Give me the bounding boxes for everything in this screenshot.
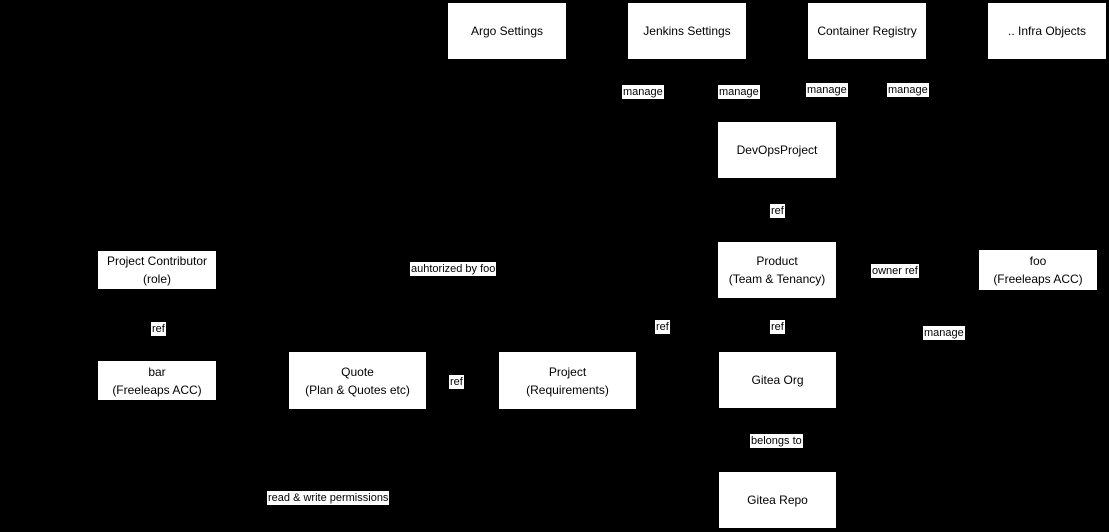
node-label: Container Registry [817, 24, 917, 38]
node-label: Gitea Repo [747, 493, 808, 507]
node-bar-account [97, 360, 217, 401]
node-label-line2: (Requirements) [526, 382, 609, 397]
edge-label-read-write-permissions: read & write permissions [268, 492, 389, 504]
node-quote [288, 351, 427, 410]
node-gitea-repo [718, 471, 837, 529]
node-jenkins-settings [627, 2, 747, 60]
node-label-line1: Quote [341, 364, 374, 379]
node-label-line1: bar [148, 364, 166, 379]
node-label-line1: Project [548, 364, 587, 379]
edge-label-ref-product-below: ref [771, 321, 784, 333]
node-project [498, 351, 637, 410]
node-label-line2: (Team & Tenancy) [728, 272, 826, 286]
edge-label-manage-infra: manage [888, 84, 928, 96]
edge-label-authorized-by-foo: auhtorized by foo [411, 263, 496, 275]
edge-label-manage-argo: manage [623, 86, 663, 98]
edge-label-ref-contributor-bar: ref [152, 323, 165, 335]
edge-label-ref-quote-project: ref [450, 376, 463, 388]
node-container-registry [807, 2, 927, 60]
node-project-contributor [97, 250, 217, 290]
edge-label-manage-foo: manage [924, 327, 964, 339]
node-gitea-org [718, 351, 837, 409]
node-label: DevOpsProject [736, 143, 818, 157]
edge-label-belongs-to: belongs to [751, 435, 802, 447]
node-label: Jenkins Settings [643, 24, 731, 38]
node-label: .. Infra Objects [1007, 24, 1087, 38]
node-infra-objects [987, 2, 1107, 60]
node-label-line2: (Plan & Quotes etc) [305, 382, 410, 397]
node-devops-project [717, 121, 837, 179]
edge-label-manage-registry: manage [807, 84, 847, 96]
edge-label-manage-jenkins: manage [719, 86, 759, 98]
node-label: Argo Settings [470, 24, 544, 38]
edge-label-owner-ref: owner ref [872, 265, 918, 277]
edge-label-ref-project-product: ref [656, 321, 669, 333]
node-label-line1: Product [756, 254, 798, 268]
node-label-line1: Project Contributor [106, 254, 208, 268]
node-product [717, 241, 837, 299]
node-argo-settings [447, 2, 567, 60]
node-label: Gitea Org [751, 373, 804, 387]
node-label-line2: (Freeleaps ACC) [993, 272, 1083, 286]
node-label-line1: foo [1029, 254, 1047, 268]
node-label-line2: (Freeleaps ACC) [112, 382, 202, 397]
edge-label-ref-devops-product: ref [771, 205, 784, 217]
node-foo-account [978, 249, 1098, 291]
node-label-line2: (role) [142, 272, 171, 286]
